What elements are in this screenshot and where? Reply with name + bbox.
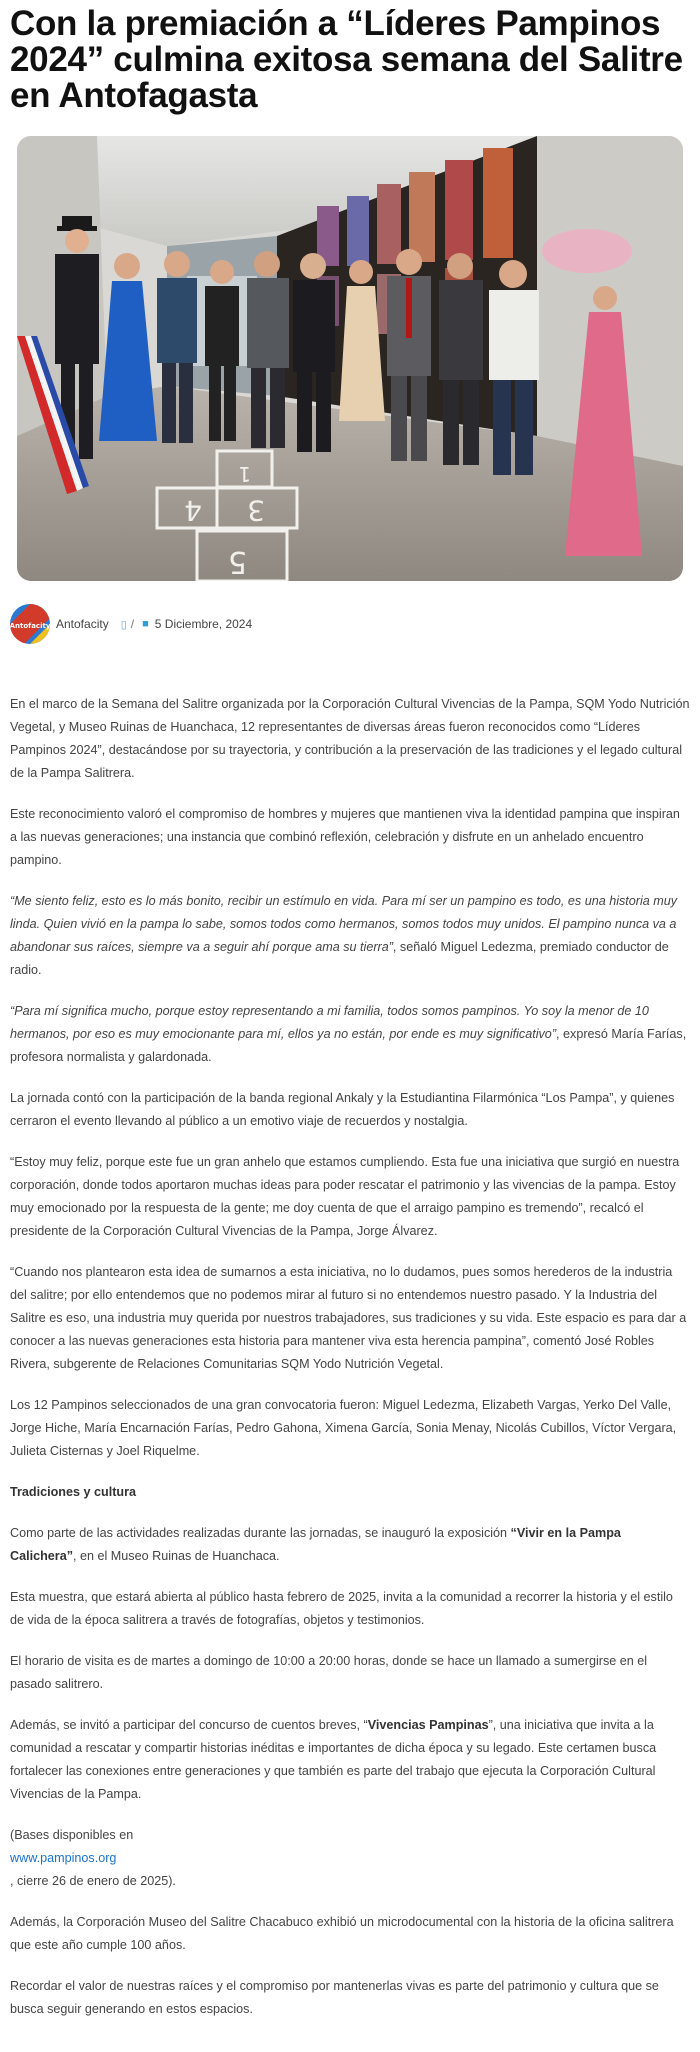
paragraph-9-text-a: Como parte de las actividades realizadas durante las jornadas, se inauguró la exposición — [10, 1526, 511, 1540]
article-meta — [10, 603, 690, 645]
hopscotch-number-5: 5 — [227, 544, 247, 579]
paragraph-13-text-c: , cierre 26 de enero de 2025). — [10, 1874, 176, 1888]
article-photo — [17, 136, 683, 581]
quote-ledezma-attribution: , señaló Miguel Ledezma, premiado conductor de radio. — [10, 940, 669, 977]
paragraph-13 — [10, 1824, 690, 1893]
paragraph-12-text-c: ”, una iniciativa que invita a la comunidad a rescatar y compartir historias inéditas e importantes de dicha época y su legado. Este certamen busca fortalecer las conexiones entre generaciones y que también es parte del trabajo que ejecuta la Corporación Cultural Vivencias de la Pampa. — [10, 1718, 657, 1801]
quote-ledezma: “Me siento feliz, esto es lo más bonito, recibir un estímulo en vida. Para mí ser un pampino es todo, es una historia muy linda. Quien vivió en la pampa lo sabe, somos todos como hermanos, somos todos muy unidos. El pampino nunca va a abandonar sus raíces, siempre va a seguir ahí porque ama su tierra” — [10, 894, 678, 954]
quote-farias: “Para mí significa mucho, porque estoy representando a mi familia, todos somos pampinos. Yo soy la menor de 10 hermanos, por eso es muy emocionante para mí, ellos ya no están, por ende es muy significativo” — [10, 1004, 649, 1041]
subheading-tradiciones: Tradiciones y cultura — [10, 1485, 136, 1499]
hopscotch-number-1: 1 — [238, 462, 251, 486]
paragraph-12 — [10, 1714, 690, 1806]
paragraph-13-text-a: (Bases disponibles en — [10, 1828, 134, 1842]
paragraph-12-text-a: Además, se invitó a participar del concurso de cuentos breves, “ — [10, 1718, 368, 1732]
paragraph-5: La jornada contó con la participación de la banda regional Ankaly y la Estudiantina Filarmónica “Los Pampa”, y quienes cerraron el evento llevando al público a un emotivo viaje de recuerdos y nostalgia. — [10, 1091, 675, 1128]
paragraph-1: En el marco de la Semana del Salitre organizada por la Corporación Cultural Vivencias de la Pampa, SQM Yodo Nutrición Vegetal, y Museo Ruinas de Huanchaca, 12 representantes de diversas áreas fueron reconocidos como “Líderes Pampinos 2024”, destacándose por su trayectoria, y contribución a la preservación de las tradiciones y el legado cultural de la Pampa Salitrera. — [10, 697, 690, 780]
article-body — [10, 693, 690, 2021]
paragraph-14: Además, la Corporación Museo del Salitre Chacabuco exhibió un microdocumental con la historia de la oficina salitrera que este año cumple 100 años. — [10, 1915, 674, 1952]
paragraph-9-text-c: , en el Museo Ruinas de Huanchaca. — [73, 1549, 280, 1563]
contest-name: Vivencias Pampinas — [367, 1718, 489, 1732]
paragraph-4 — [10, 1000, 690, 1069]
paragraph-2: Este reconocimiento valoró el compromiso de hombres y mujeres que mantienen viva la identidad pampina que inspiran a las nuevas generaciones; una instancia que combinó reflexión, celebración y disfrute en un anhelado encuentro pampino. — [10, 807, 680, 867]
quote-farias-attribution: , expresó María Farías, profesora normalista y galardonada. — [10, 1027, 687, 1064]
hopscotch-number-4: 4 — [184, 494, 202, 527]
paragraph-6: “Estoy muy feliz, porque este fue un gran anhelo que estamos cumpliendo. Esta fue una iniciativa que surgió en nuestra corporación, donde todos aportaron muchas ideas para poder rescatar el patrimonio y las vivencias de la pampa. Estoy muy emocionado por la respuesta de la gente; me doy cuenta de que el arraigo pampino es tremendo”, recalcó el presidente de la Corporación Cultural Vivencias de la Pampa, Jorge Álvarez. — [10, 1155, 680, 1238]
paragraph-8: Los 12 Pampinos seleccionados de una gran convocatoria fueron: Miguel Ledezma, Elizabeth Vargas, Yerko Del Valle, Jorge Hiche, María Encarnación Farías, Pedro Gahona, Ximena García, Sonia Menay, Nicolás Cubillos, Víctor Vergara, Julieta Cisternas y Joel Riquelme. — [10, 1398, 677, 1458]
author-avatar[interactable] — [10, 604, 50, 644]
article-title: Con la premiación a “Líderes Pampinos 2024” culmina exitosa semana del Salitre en Antofagasta — [10, 4, 683, 115]
pampinos-link[interactable]: www.pampinos.org — [10, 1851, 117, 1865]
paragraph-7: “Cuando nos plantearon esta idea de sumarnos a esta iniciativa, no lo dudamos, pues somos herederos de la industria del salitre; por ello entendemos que no podemos mirar al futuro si no entendemos nuestro pasado. Y la Industria del Salitre es eso, una industria muy querida por nuestros trabajadores, sus tradiciones y su vida. Este espacio es para dar a conocer a las nuevas generaciones esta historia para mantener viva esta herencia pampina”, comentó José Robles Rivera, subgerente de Relaciones Comunitarias SQM Yodo Nutrición Vegetal. — [10, 1265, 687, 1371]
avatar-logo-text: Antofacity — [10, 622, 50, 630]
calendar-icon: ■ — [142, 618, 149, 630]
paragraph-15: Recordar el valor de nuestras raíces y el compromiso por mantenerlas vivas es parte del patrimonio y cultura que se busca seguir generando en estos espacios. — [10, 1979, 659, 2016]
exhibition-name: “Vivir en la Pampa Calichera” — [10, 1526, 621, 1563]
paragraph-9 — [10, 1522, 690, 1568]
category-icon: ▯ — [120, 618, 127, 631]
author-name[interactable]: Antofacity — [56, 617, 109, 631]
paragraph-11: El horario de visita es de martes a domingo de 10:00 a 20:00 horas, donde se hace un llamado a sumergirse en el pasado salitrero. — [10, 1654, 648, 1691]
publish-date: 5 Diciembre, 2024 — [154, 617, 253, 631]
paragraph-10: Esta muestra, que estará abierta al público hasta febrero de 2025, invita a la comunidad a recorrer la historia y el estilo de vida de la época salitrera a través de fotografías, objetos y testimonios. — [10, 1590, 673, 1627]
paragraph-3 — [10, 890, 690, 982]
meta-separator: / — [130, 617, 135, 631]
hopscotch-number-3: 3 — [247, 494, 265, 527]
